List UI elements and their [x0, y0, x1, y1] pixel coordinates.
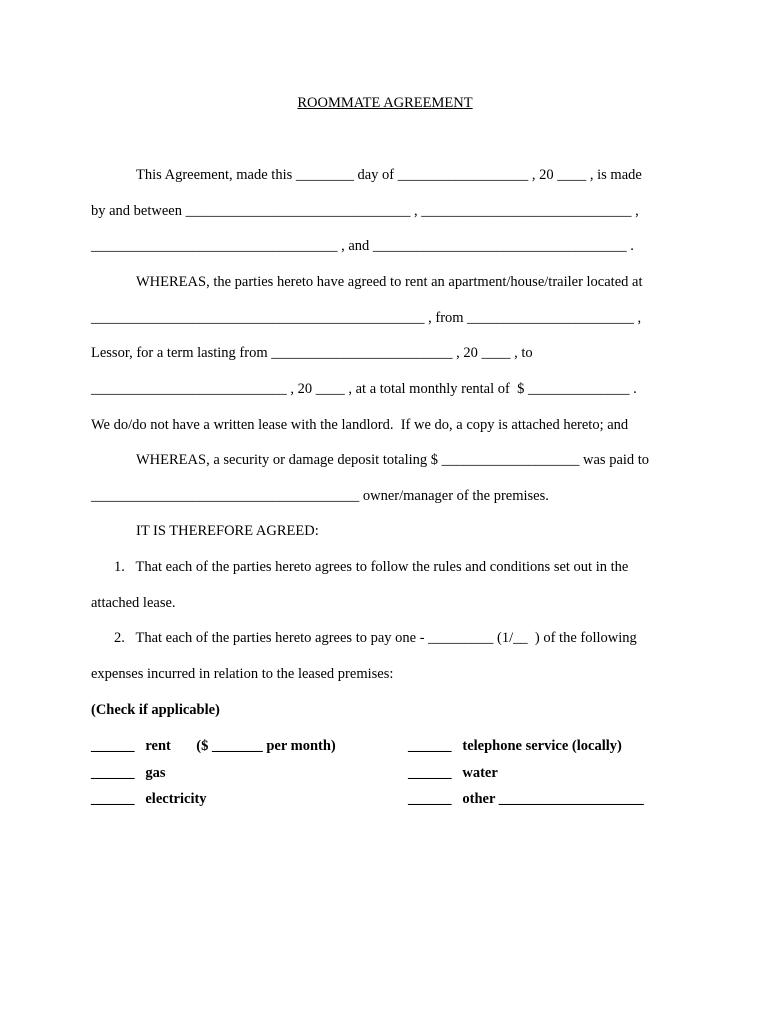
- term-start-line: Lessor, for a term lasting from _________________________ , 20 ____ , to: [91, 345, 533, 361]
- check-applicable-heading: (Check if applicable): [91, 702, 220, 718]
- whereas-rent-line: WHEREAS, the parties hereto have agreed to rent an apartment/house/trailer located at: [136, 274, 643, 290]
- expense-rent: ______ rent ($ _______ per month): [91, 738, 336, 754]
- parties-line-2: __________________________________ , and ___________________________________ .: [91, 238, 634, 254]
- clause-2-line-1: 2. That each of the parties hereto agrees to pay one - _________ (1/__ ) of the following: [114, 630, 637, 646]
- term-end-rental-line: ___________________________ , 20 ____ , at a total monthly rental of $ ______________ .: [91, 381, 637, 397]
- therefore-agreed-heading: IT IS THEREFORE AGREED:: [136, 523, 319, 539]
- lease-statement-line: We do/do not have a written lease with the landlord. If we do, a copy is attached hereto; and: [91, 417, 629, 433]
- document-title: ROOMMATE AGREEMENT: [297, 95, 473, 111]
- expense-electricity: ______ electricity: [91, 791, 207, 807]
- agreement-date-line: This Agreement, made this ________ day of __________________ , 20 ____ , is made: [136, 167, 642, 183]
- clause-2-line-2: expenses incurred in relation to the leased premises:: [91, 666, 394, 682]
- owner-manager-line: _____________________________________ owner/manager of the premises.: [91, 488, 549, 504]
- expense-other: ______ other ____________________: [408, 791, 644, 807]
- location-lessor-line: ______________________________________________ , from _______________________ ,: [91, 310, 642, 326]
- parties-line-1: by and between _______________________________ , _____________________________ ,: [91, 203, 639, 219]
- clause-1-line-2: attached lease.: [91, 595, 176, 611]
- whereas-deposit-line: WHEREAS, a security or damage deposit totaling $ ___________________ was paid to: [136, 452, 650, 468]
- expense-telephone: ______ telephone service (locally): [408, 738, 622, 754]
- expense-gas: ______ gas: [91, 765, 166, 781]
- expense-water: ______ water: [408, 765, 498, 781]
- clause-1-line-1: 1. That each of the parties hereto agrees to follow the rules and conditions set out in the: [114, 559, 629, 575]
